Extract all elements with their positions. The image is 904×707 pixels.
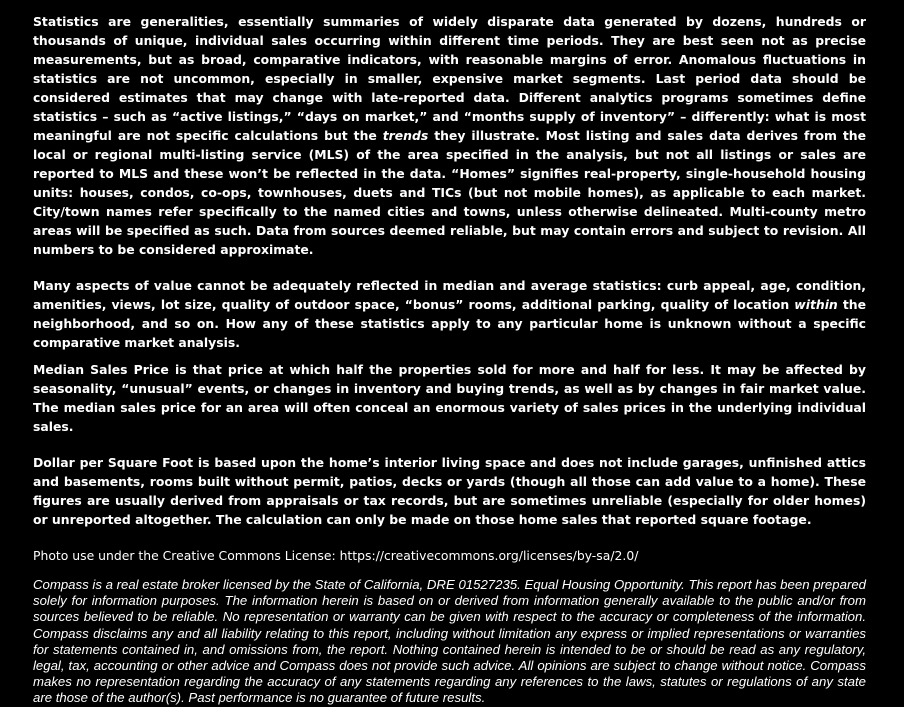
statistics-emphasis: trends xyxy=(382,128,429,143)
value-text-start: Many aspects of value cannot be adequately reflected in median and average statistics: curb appeal, age, condition, amenities, views, lot size, quality of outdoor space, “bonus” rooms, additional parking, quality of location xyxy=(33,278,866,312)
photo-license-line: Photo use under the Creative Commons License: https://creativecommons.org/licenses/by-sa/2.0/ xyxy=(33,548,639,563)
value-paragraph xyxy=(33,276,866,352)
disclosure-page xyxy=(33,12,866,707)
median-price-paragraph: Median Sales Price is that price at which half the properties sold for more and half for less. It may be affected by seasonality, “unusual” events, or changes in inventory and buying trends, as well as by changes in fair market value. The median sales price for an area will often conceal an enormous variety of sales prices in the underlying individual sales. xyxy=(33,362,866,434)
dollar-per-sqft-paragraph: Dollar per Square Foot is based upon the home’s interior living space and does not include garages, unfinished attics and basements, rooms built without permit, patios, decks or yards (though all those can add value to a home). These figures are usually derived from appraisals or tax records, but are sometimes unreliable (especially for older homes) or unreported altogether. The calculation can only be made on those home sales that reported square footage. xyxy=(33,455,866,527)
value-text-end: the neighborhood, and so on. How any of these statistics apply to any particular home is unknown without a specific comparative market analysis. xyxy=(33,297,866,350)
statistics-text-start: Statistics are generalities, essentially summaries of widely disparate data generated by dozens, hundreds or thousands of unique, individual sales occurring within different time periods. They are best seen not as precise measurements, but as broad, comparative indicators, with reasonable margins of error. Anomalous fluctuations in statistics are not uncommon, especially in smaller, expensive market segments. Last period data should be considered estimates that may change with late-reported data. Different analytics programs sometimes define statistics – such as “active listings,” “days on market,” and “months supply of inventory” – differently: what is most meaningful are not specific calculations but the xyxy=(33,14,866,143)
statistics-paragraph xyxy=(33,12,866,259)
value-emphasis: within xyxy=(794,297,838,312)
legal-disclaimer: Compass is a real estate broker licensed by the State of California, DRE 01527235. Equal Housing Opportunity. This report has been prepared solely for information purposes. The information herein is based on or derived from information generally available to the public and/or from sources believed to be reliable. No representation or warranty can be given with respect to the accuracy or completeness of the information. Compass disclaims any and all liability relating to this report, including without limitation any express or implied representations or warranties for statements contained in, and omissions from, the report. Nothing contained herein is intended to be or should be read as any regulatory, legal, tax, accounting or other advice and Compass does not provide such advice. All opinions are subject to change without notice. Compass makes no representation regarding the accuracy of any statements regarding any references to the laws, statutes or regulations of any state are those of the author(s). Past performance is no guarantee of future results. xyxy=(33,577,866,706)
statistics-text-end: they illustrate. Most listing and sales data derives from the local or regional multi-listing service (MLS) of the area specified in the analysis, but not all listings or sales are reported to MLS and these won’t be reflected in the data. “Homes” signifies real-property, single-household housing units: houses, condos, co-ops, townhouses, duets and TICs (but not mobile homes), as applicable to each market. City/town names refer specifically to the named cities and towns, unless otherwise delineated. Multi-county metro areas will be specified as such. Data from sources deemed reliable, but may contain errors and subject to revision. All numbers to be considered approximate. xyxy=(33,128,866,257)
